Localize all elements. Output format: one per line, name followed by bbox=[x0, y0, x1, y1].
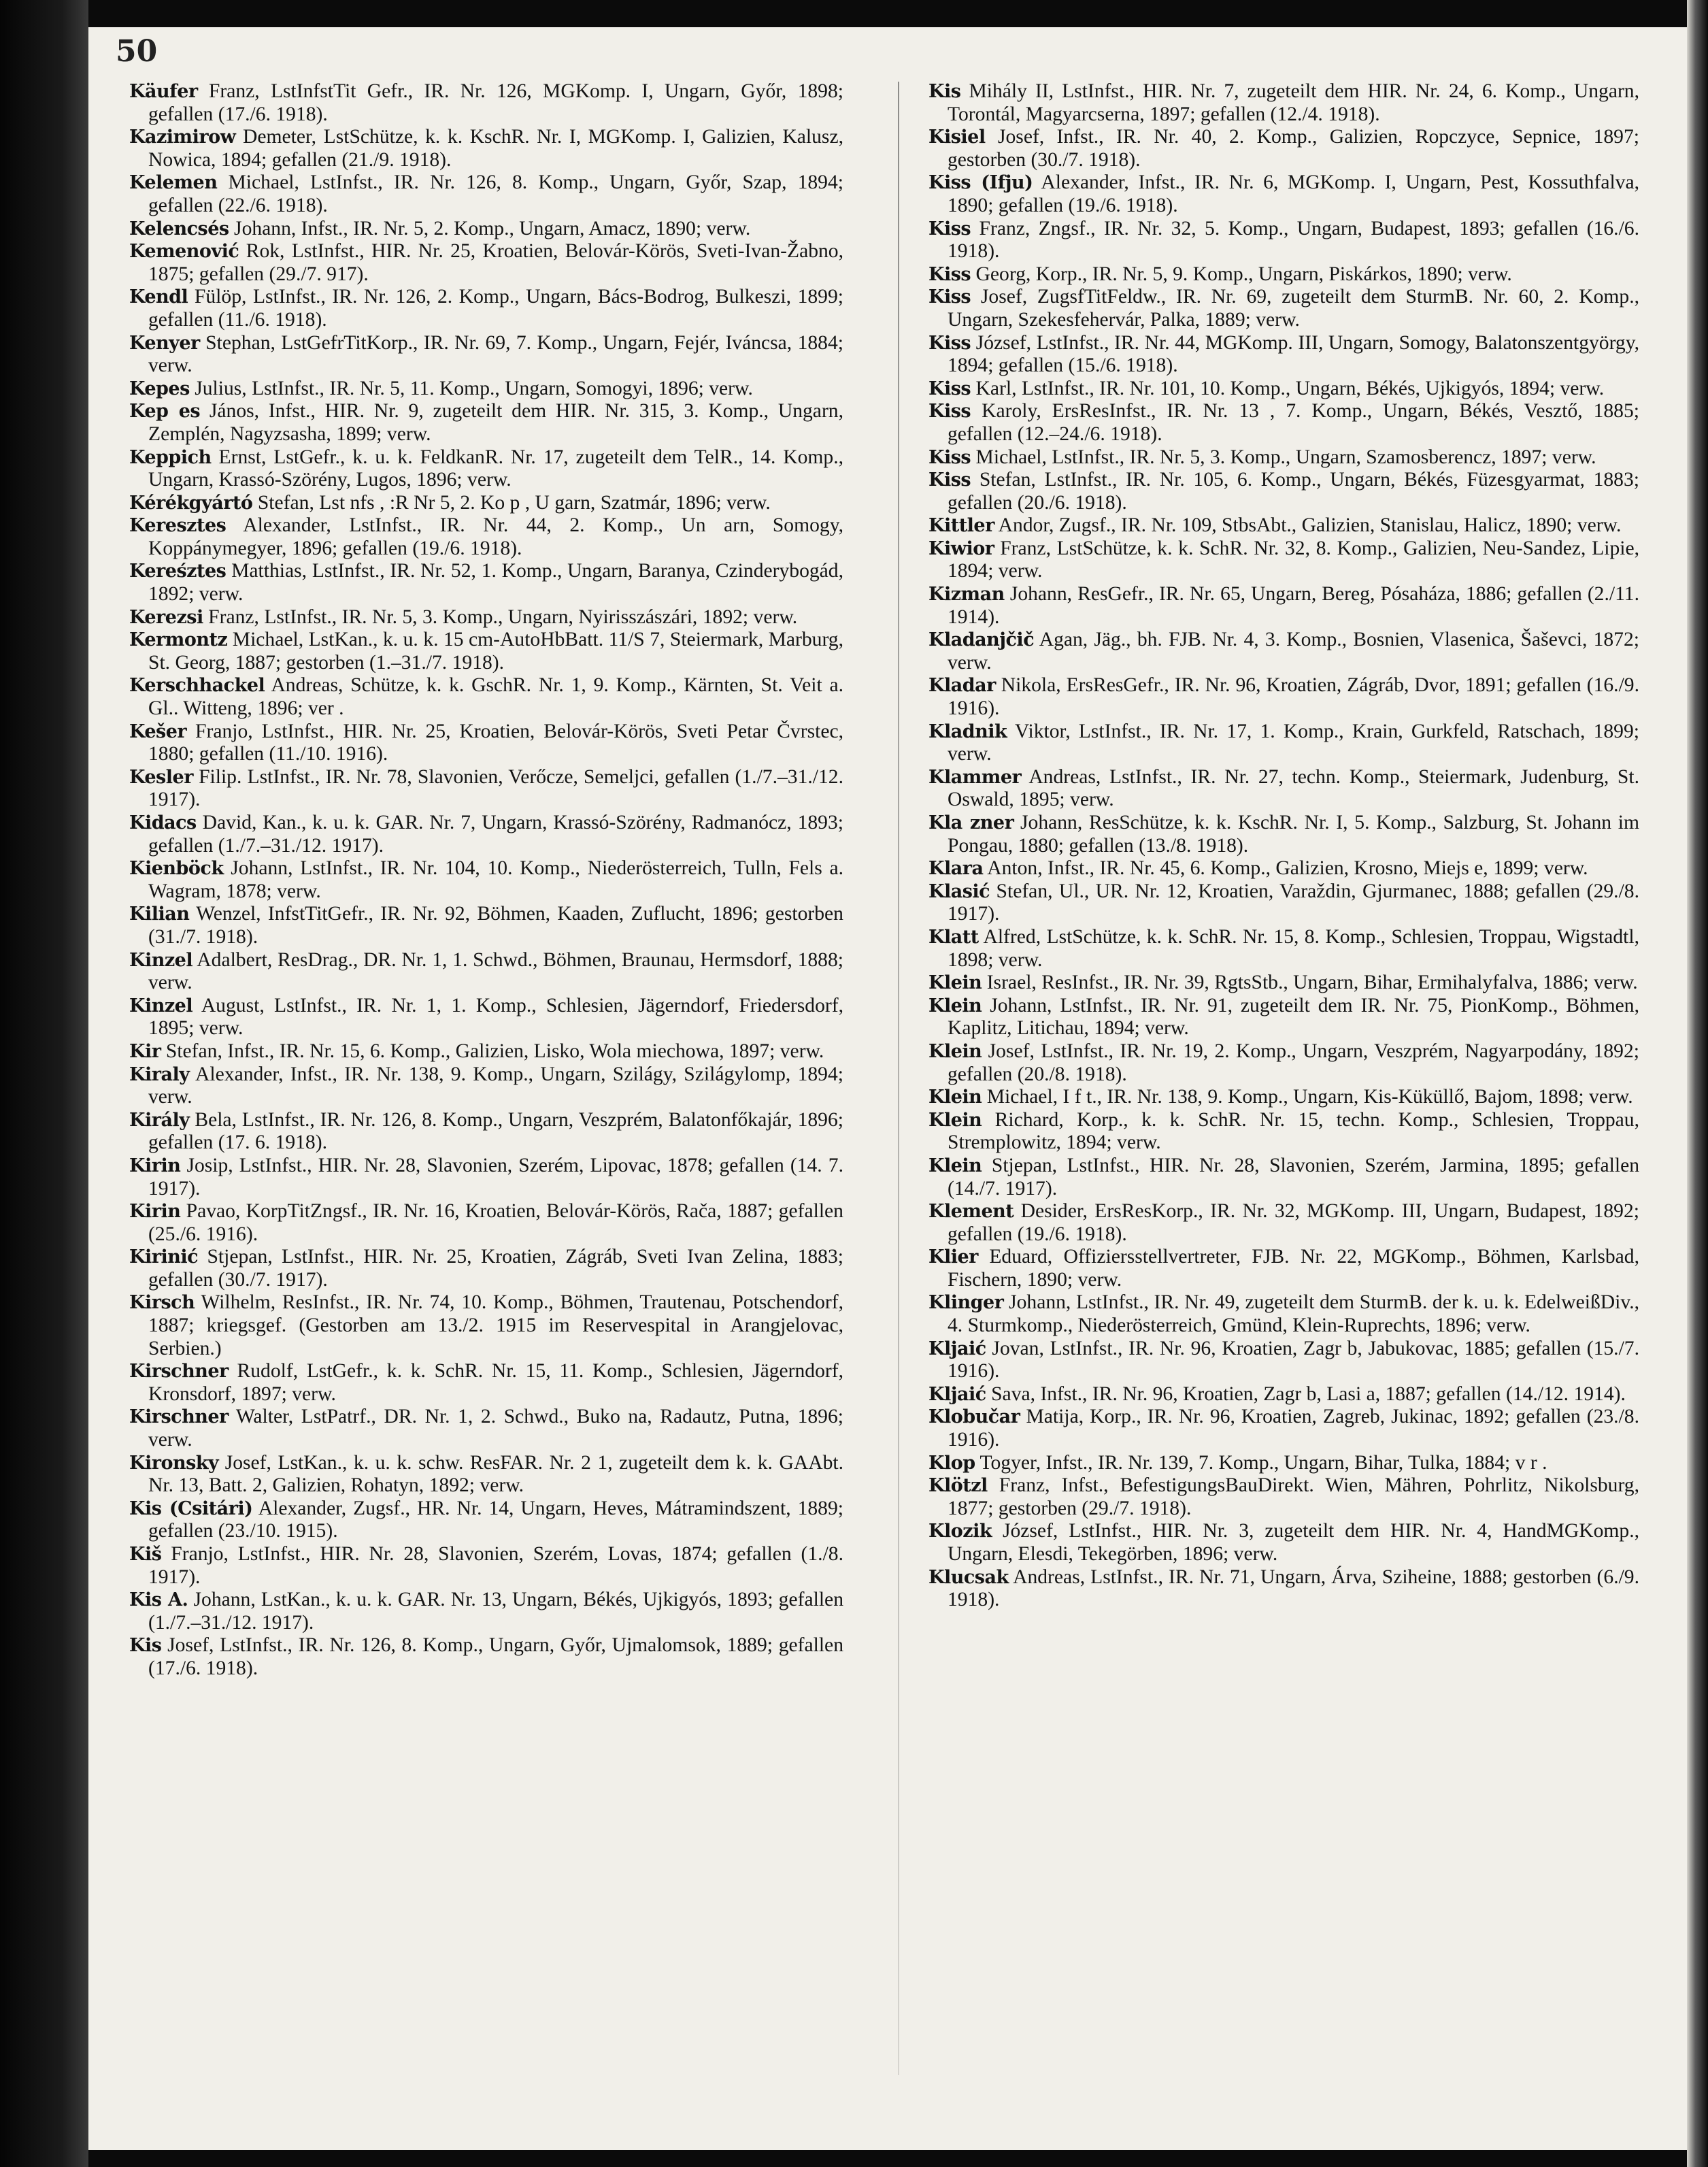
entry-details: Alexander, Infst., IR. Nr. 6, MGKomp. I, Ungarn, Pest, Kossuthfalva, 1890; gefallen (19./6. 1918). bbox=[948, 171, 1640, 216]
entry-surname: Kelencsés bbox=[129, 218, 229, 239]
register-entry bbox=[129, 560, 843, 606]
entry-surname: Klasić bbox=[928, 880, 990, 902]
entry-details: Franz, LstSchütze, k. k. SchR. Nr. 32, 8. Komp., Galizien, Neu-Sandez, Lipie, 1894; verw. bbox=[948, 537, 1639, 582]
entry-surname: Klozik bbox=[928, 1521, 992, 1542]
entry-details: Michael, LstKan., k. u. k. 15 cm-AutoHbBatt. 11/S 7, Steiermark, Marburg, St. Georg, 1887; gestorben (1.–31./7. 1918). bbox=[148, 629, 843, 674]
entry-details: Julius, LstInfst., IR. Nr. 5, 11. Komp., Ungarn, Somogyi, 1896; verw. bbox=[195, 377, 753, 399]
entry-surname: Kienböck bbox=[129, 858, 224, 880]
entry-surname: Kešer bbox=[129, 721, 187, 742]
register-entry bbox=[129, 606, 843, 629]
register-entry bbox=[928, 1520, 1639, 1566]
register-entry bbox=[928, 469, 1639, 514]
entry-details: Josef, Infst., IR. Nr. 40, 2. Komp., Galizien, Ropczyce, Sepnice, 1897; gestorben (30./7. 1918). bbox=[948, 126, 1639, 171]
register-entry bbox=[129, 400, 843, 446]
register-entry bbox=[928, 446, 1639, 469]
entry-details: Matthias, LstInfst., IR. Nr. 52, 1. Komp., Ungarn, Baranya, Czinderybogád, 1892; verw. bbox=[148, 560, 844, 606]
entry-details: János, Infst., HIR. Nr. 9, zugeteilt dem HIR. Nr. 315, 3. Komp., Ungarn, Zemplén, Nagyzsasha, 1899; verw. bbox=[148, 400, 843, 445]
entry-details: Josef, LstInfst., IR. Nr. 126, 8. Komp., Ungarn, Győr, Ujmalomsok, 1889; gefallen (17./6. 1918). bbox=[148, 1634, 843, 1679]
entry-details: Josef, LstInfst., IR. Nr. 19, 2. Komp., Ungarn, Veszprém, Nagyarpodány, 1892; gefallen (20./8. 1918). bbox=[948, 1040, 1639, 1085]
register-entry bbox=[928, 332, 1639, 378]
entry-details: Johann, LstInfst., IR. Nr. 49, zugeteilt dem SturmB. der k. u. k. EdelweißDiv., 4. Sturmkomp., Niederösterreich, Gmünd, Klein-Ruprechts, 1896; verw. bbox=[948, 1291, 1640, 1337]
entry-surname: Käufer bbox=[129, 81, 198, 102]
entry-details: Sava, Infst., IR. Nr. 96, Kroatien, Zagr b, Lasi a, 1887; gefallen (14./12. 1914). bbox=[991, 1383, 1626, 1405]
register-entry bbox=[129, 1452, 843, 1498]
register-entry bbox=[928, 812, 1639, 857]
entry-surname: Kenyer bbox=[129, 332, 200, 354]
entry-surname: Kisiel bbox=[928, 127, 986, 148]
entry-surname: Kis A. bbox=[129, 1589, 188, 1611]
entry-details: Nikola, ErsResGefr., IR. Nr. 96, Kroatien, Zágráb, Dvor, 1891; gefallen (16./9. 1916). bbox=[948, 674, 1639, 720]
register-entry bbox=[129, 903, 843, 948]
entry-surname: Kep es bbox=[129, 401, 201, 423]
entry-details: Viktor, LstInfst., IR. Nr. 17, 1. Komp., Krain, Gurkfeld, Ratschach, 1899; verw. bbox=[948, 720, 1639, 765]
register-entry bbox=[928, 1406, 1639, 1451]
entry-surname: Kiss bbox=[928, 218, 971, 239]
entry-details: August, LstInfst., IR. Nr. 1, 1. Komp., Schlesien, Jägerndorf, Friedersdorf, 1895; verw. bbox=[148, 994, 843, 1040]
entry-details: Adalbert, ResDrag., DR. Nr. 1, 1. Schwd., Böhmen, Braunau, Hermsdorf, 1888; verw. bbox=[148, 948, 844, 994]
entry-details: Stjepan, LstInfst., HIR. Nr. 25, Kroatien, Zágráb, Sveti Ivan Zelina, 1883; gefallen (30./7. 1917). bbox=[148, 1246, 843, 1291]
register-entry bbox=[129, 332, 843, 378]
entry-surname: Kiss bbox=[928, 401, 971, 423]
register-entry bbox=[129, 1498, 843, 1543]
entry-surname: Kljaić bbox=[928, 1383, 986, 1405]
entry-surname: Kerschhackel bbox=[129, 675, 265, 697]
entry-surname: Kelemen bbox=[129, 172, 218, 194]
entry-details: Georg, Korp., IR. Nr. 5, 9. Komp., Ungarn, Piskárkos, 1890; verw. bbox=[975, 263, 1512, 285]
entry-details: Stefan, LstInfst., IR. Nr. 105, 6. Komp., Ungarn, Békés, Füzesgyarmat, 1883; gefallen (20./6. 1918). bbox=[948, 469, 1640, 514]
entry-details: Andor, Zugsf., IR. Nr. 109, StbsAbt., Galizien, Stanislau, Halicz, 1890; verw. bbox=[998, 514, 1622, 537]
entry-surname: Kermontz bbox=[129, 629, 228, 651]
entry-details: Wenzel, InfstTitGefr., IR. Nr. 92, Böhmen, Kaaden, Zuflucht, 1896; gestorben (31./7. 1918). bbox=[148, 903, 843, 948]
register-entry bbox=[928, 629, 1639, 674]
scan-edge-right bbox=[1687, 0, 1708, 2167]
entry-details: Andreas, LstInfst., IR. Nr. 27, techn. Komp., Steiermark, Judenburg, St. Oswald, 1895; verw. bbox=[948, 765, 1639, 811]
entry-details: Johann, LstKan., k. u. k. GAR. Nr. 13, Ungarn, Békés, Ujkigyós, 1893; gefallen (1./7.–31./12. 1917). bbox=[148, 1589, 843, 1634]
left-column bbox=[129, 80, 843, 1681]
entry-surname: Király bbox=[129, 1109, 190, 1131]
entry-surname: Kirin bbox=[129, 1155, 181, 1176]
entry-details: Alexander, LstInfst., IR. Nr. 44, 2. Komp., Un arn, Somogy, Koppánymegyer, 1896; gefallen (19./6. 1918). bbox=[148, 514, 843, 559]
entry-surname: Kiss bbox=[928, 469, 971, 491]
entry-details: Johann, Infst., IR. Nr. 5, 2. Komp., Ungarn, Amacz, 1890; verw. bbox=[234, 217, 751, 239]
entry-details: Alexander, Infst., IR. Nr. 138, 9. Komp., Ungarn, Szilágy, Szilágylomp, 1894; verw. bbox=[148, 1063, 843, 1108]
entry-details: Franz, LstInfst., IR. Nr. 5, 3. Komp., Ungarn, Nyirisszászári, 1892; verw. bbox=[208, 606, 798, 628]
entry-surname: Klier bbox=[928, 1246, 978, 1268]
register-entry bbox=[129, 514, 843, 560]
entry-details: Walter, LstPatrf., DR. Nr. 1, 2. Schwd., Buko na, Radautz, Putna, 1896; verw. bbox=[148, 1406, 843, 1451]
register-entry bbox=[928, 1040, 1639, 1086]
register-entry bbox=[928, 1291, 1639, 1337]
register-entry bbox=[129, 446, 843, 492]
register-entry bbox=[129, 378, 843, 401]
register-entry bbox=[928, 1452, 1639, 1475]
entry-details: Demeter, LstSchütze, k. k. KschR. Nr. I, MGKomp. I, Galizien, Kalusz, Nowica, 1894; gefallen (21./9. 1918). bbox=[148, 126, 843, 171]
entry-details: Josip, LstInfst., HIR. Nr. 28, Slavonien, Szerém, Lipovac, 1878; gefallen (14. 7. 1917). bbox=[148, 1154, 843, 1200]
register-entry bbox=[129, 1543, 843, 1589]
entry-details: Michael, I f t., IR. Nr. 138, 9. Komp., Ungarn, Kis-Küküllő, Bajom, 1898; verw. bbox=[986, 1086, 1633, 1108]
register-entry bbox=[928, 400, 1639, 446]
entry-details: Michael, LstInfst., IR. Nr. 5, 3. Komp., Ungarn, Szamosberencz, 1897; verw. bbox=[975, 446, 1596, 468]
entry-details: Israel, ResInfst., IR. Nr. 39, RgtsStb., Ungarn, Bihar, Ermihalyfalva, 1886; verw. bbox=[986, 972, 1638, 994]
entry-details: Pavao, KorpTitZngsf., IR. Nr. 16, Kroatien, Belovár-Körös, Rača, 1887; gefallen (25./6. 1916). bbox=[148, 1200, 843, 1245]
entry-surname: Klucsak bbox=[928, 1566, 1009, 1588]
entry-surname: Klinger bbox=[928, 1292, 1004, 1314]
register-entry bbox=[129, 721, 843, 766]
entry-details: Franjo, LstInfst., HIR. Nr. 25, Kroatien, Belovár-Körös, Sveti Petar Čvrstec, 1880; gefallen (11./10. 1916). bbox=[148, 720, 843, 765]
entry-details: Rudolf, LstGefr., k. k. SchR. Nr. 15, 11. Komp., Schlesien, Jägerndorf, Kronsdorf, 1897; verw. bbox=[148, 1360, 843, 1405]
entry-details: Stefan, Infst., IR. Nr. 15, 6. Komp., Galizien, Lisko, Wola miechowa, 1897; verw. bbox=[165, 1040, 824, 1062]
entry-surname: Kiss (Ifju) bbox=[928, 172, 1033, 194]
entry-surname: Kérékgyártó bbox=[129, 492, 253, 514]
entry-surname: Kizman bbox=[928, 584, 1005, 606]
entry-details: Agan, Jäg., bh. FJB. Nr. 4, 3. Komp., Bosnien, Vlasenica, Šaševci, 1872; verw. bbox=[948, 629, 1639, 674]
page-number: 50 bbox=[116, 34, 158, 69]
entry-surname: Kironsky bbox=[129, 1452, 219, 1474]
entry-surname: Kiss bbox=[928, 446, 971, 468]
entry-surname: Klötzl bbox=[928, 1475, 988, 1497]
register-entry bbox=[928, 1383, 1639, 1406]
entry-details: Andreas, Schütze, k. k. GschR. Nr. 1, 9. Komp., Kärnten, St. Veit a. Gl.. Witteng, 1896; ver . bbox=[148, 674, 844, 720]
entry-details: Rok, LstInfst., HIR. Nr. 25, Kroatien, Belovár-Körös, Sveti-Ivan-Žabno, 1875; gefallen (29./7. 917). bbox=[148, 240, 843, 285]
entry-details: Michael, LstInfst., IR. Nr. 126, 8. Komp., Ungarn, Győr, Szap, 1894; gefallen (22./6. 1918). bbox=[148, 171, 843, 216]
register-entry bbox=[928, 583, 1639, 629]
entry-details: József, LstInfst., HIR. Nr. 3, zugeteilt dem HIR. Nr. 4, HandMGKomp., Ungarn, Elesdi, Tekegörben, 1896; verw. bbox=[948, 1520, 1639, 1565]
register-entry bbox=[129, 1291, 843, 1360]
entry-surname: Kis bbox=[928, 81, 961, 102]
register-entry bbox=[129, 240, 843, 286]
entry-details: Franz, LstInfstTit Gefr., IR. Nr. 126, MGKomp. I, Ungarn, Győr, 1898; gefallen (17./6. 1918). bbox=[148, 80, 844, 125]
register-entry bbox=[129, 1589, 843, 1634]
register-entry bbox=[129, 949, 843, 995]
entry-surname: Kemenović bbox=[129, 241, 239, 263]
entry-details: Stephan, LstGefrTitKorp., IR. Nr. 69, 7. Komp., Ungarn, Fejér, Iváncsa, 1884; verw. bbox=[148, 331, 843, 377]
register-entry bbox=[129, 1406, 843, 1451]
register-entry bbox=[129, 1246, 843, 1291]
entry-details: Desider, ErsResKorp., IR. Nr. 32, MGKomp. III, Ungarn, Budapest, 1892; gefallen (19./6. 1918). bbox=[948, 1200, 1639, 1245]
register-entry bbox=[928, 378, 1639, 401]
entry-surname: Kis bbox=[129, 1635, 162, 1657]
register-entry bbox=[129, 1109, 843, 1155]
register-entry bbox=[129, 492, 843, 515]
entry-details: Wilhelm, ResInfst., IR. Nr. 74, 10. Komp., Böhmen, Trautenau, Potschendorf, 1887; kriegsgef. (Gestorben am 13./2. 1915 im Reservespital in Arangjelovac, Serbien.) bbox=[148, 1291, 843, 1359]
entry-surname: Kiš bbox=[129, 1544, 162, 1565]
register-entry bbox=[129, 286, 843, 331]
register-entry bbox=[129, 812, 843, 857]
entry-details: József, LstInfst., IR. Nr. 44, MGKomp. III, Ungarn, Somogy, Balatonszentgyörgy, 1894; gefallen (15./6. 1918). bbox=[948, 331, 1639, 377]
entry-details: Franz, Infst., BefestigungsBauDirekt. Wien, Mähren, Pohrlitz, Nikolsburg, 1877; gestorben (29./7. 1918). bbox=[948, 1474, 1639, 1519]
register-entry bbox=[928, 1200, 1639, 1246]
register-entry bbox=[928, 721, 1639, 766]
entry-details: Stefan, Lst nfs , :R Nr 5, 2. Ko p , U garn, Szatmár, 1896; verw. bbox=[257, 491, 771, 514]
entry-surname: Kiss bbox=[928, 332, 971, 354]
register-entry bbox=[928, 880, 1639, 926]
entry-surname: Kla zner bbox=[928, 812, 1014, 833]
entry-details: Ernst, LstGefr., k. u. k. FeldkanR. Nr. 17, zugeteilt dem TelR., 14. Komp., Ungarn, Krassó-Szörény, Lugos, 1896; verw. bbox=[148, 446, 843, 491]
entry-surname: Kljaić bbox=[928, 1338, 986, 1359]
register-entry bbox=[928, 1246, 1639, 1291]
column-divider bbox=[898, 82, 899, 2075]
entry-surname: Klatt bbox=[928, 926, 979, 948]
register-entry bbox=[928, 263, 1639, 286]
register-entry bbox=[129, 766, 843, 812]
entry-surname: Klement bbox=[928, 1201, 1014, 1223]
entry-surname: Klein bbox=[928, 1155, 982, 1176]
entry-surname: Kirsch bbox=[129, 1292, 195, 1314]
entry-surname: Kladar bbox=[928, 675, 996, 697]
register-entry bbox=[129, 995, 843, 1040]
register-entry bbox=[928, 537, 1639, 583]
entry-surname: Kidacs bbox=[129, 812, 197, 833]
register-entry bbox=[129, 857, 843, 903]
entry-details: Jovan, LstInfst., IR. Nr. 96, Kroatien, Zagr b, Jabukovac, 1885; gefallen (15./7. 1916). bbox=[948, 1337, 1639, 1383]
entry-surname: Kepes bbox=[129, 378, 190, 399]
entry-details: Matija, Korp., IR. Nr. 96, Kroatien, Zagreb, Jukinac, 1892; gefallen (23./8. 1916). bbox=[948, 1406, 1639, 1451]
register-entry bbox=[928, 1155, 1639, 1200]
entry-surname: Kirinić bbox=[129, 1246, 199, 1268]
right-column bbox=[928, 80, 1639, 1612]
entry-surname: Kiwior bbox=[928, 537, 994, 559]
register-entry bbox=[129, 80, 843, 126]
entry-surname: Kinzel bbox=[129, 995, 193, 1016]
entry-surname: Kladnik bbox=[928, 721, 1007, 742]
entry-details: Bela, LstInfst., IR. Nr. 126, 8. Komp., Ungarn, Veszprém, Balatonfőkajár, 1896; gefallen (17. 6. 1918). bbox=[148, 1108, 843, 1154]
entry-details: Alfred, LstSchütze, k. k. SchR. Nr. 15, 8. Komp., Schlesien, Troppau, Wigstadtl, 1898; verw. bbox=[948, 925, 1639, 971]
entry-surname: Kladanjčič bbox=[928, 629, 1035, 651]
entry-details: Filip. LstInfst., IR. Nr. 78, Slavonien, Verőcze, Semeljci, gefallen (1./7.–31./12. 1917). bbox=[148, 765, 843, 811]
entry-surname: Kirschner bbox=[129, 1361, 229, 1383]
entry-details: Richard, Korp., k. k. SchR. Nr. 15, techn. Komp., Schlesien, Troppau, Stremplowitz, 1894; verw. bbox=[948, 1108, 1639, 1154]
entry-surname: Klobučar bbox=[928, 1406, 1020, 1428]
entry-details: Josef, LstKan., k. u. k. schw. ResFAR. Nr. 2 1, zugeteilt dem k. k. GAAbt. Nr. 13, Batt. 2, Galizien, Rohatyn, 1892; verw. bbox=[148, 1451, 843, 1497]
register-entry bbox=[129, 1634, 843, 1680]
entry-surname: Kittler bbox=[928, 515, 994, 537]
entry-details: Johann, ResSchütze, k. k. KschR. Nr. I, 5. Komp., Salzburg, St. Johann im Pongau, 1880; gefallen (13./8. 1918). bbox=[948, 812, 1640, 857]
entry-details: Mihály II, LstInfst., HIR. Nr. 7, zugeteilt dem HIR. Nr. 24, 6. Komp., Ungarn, Torontál, Magyarcserna, 1897; gefallen (12./4. 1918). bbox=[948, 80, 1640, 125]
register-entry bbox=[129, 1200, 843, 1246]
entry-details: Togyer, Infst., IR. Nr. 139, 7. Komp., Ungarn, Bihar, Tulka, 1884; v r . bbox=[979, 1451, 1547, 1474]
entry-details: Anton, Infst., IR. Nr. 45, 6. Komp., Galizien, Krosno, Miejs e, 1899; verw. bbox=[987, 857, 1588, 880]
register-entry bbox=[928, 926, 1639, 972]
register-entry bbox=[129, 629, 843, 674]
entry-surname: Kiss bbox=[928, 286, 971, 308]
register-entry bbox=[928, 218, 1639, 263]
register-entry bbox=[928, 1338, 1639, 1383]
entry-details: Eduard, Offiziersstellvertreter, FJB. Nr. 22, MGKomp., Böhmen, Karlsbad, Fischern, 1890; verw. bbox=[948, 1246, 1639, 1291]
register-entry bbox=[928, 674, 1639, 720]
entry-details: Stefan, Ul., UR. Nr. 12, Kroatien, Varaždin, Gjurmanec, 1888; gefallen (29./8. 1917). bbox=[948, 880, 1640, 925]
entry-surname: Keresztes bbox=[129, 515, 227, 537]
register-entry bbox=[129, 674, 843, 720]
register-entry bbox=[129, 1040, 843, 1063]
entry-details: Johann, LstInfst., IR. Nr. 104, 10. Komp., Niederösterreich, Tulln, Fels a. Wagram, 1878; verw. bbox=[148, 857, 843, 902]
entry-details: Josef, ZugsfTitFeldw., IR. Nr. 69, zugeteilt dem SturmB. Nr. 60, 2. Komp., Ungarn, Szekesfehervár, Palka, 1889; verw. bbox=[948, 286, 1639, 331]
entry-surname: Klein bbox=[928, 972, 982, 994]
entry-details: Alexander, Zugsf., HR. Nr. 14, Ungarn, Heves, Mátramindszent, 1889; gefallen (23./10. 1915). bbox=[148, 1497, 843, 1542]
entry-surname: Kis (Csitári) bbox=[129, 1498, 253, 1519]
register-entry bbox=[928, 1109, 1639, 1155]
register-entry bbox=[928, 514, 1639, 537]
entry-surname: Klein bbox=[928, 1087, 982, 1108]
entry-surname: Kesler bbox=[129, 766, 193, 788]
register-entry bbox=[928, 857, 1639, 880]
entry-details: Franz, Zngsf., IR. Nr. 32, 5. Komp., Ungarn, Budapest, 1893; gefallen (16./6. 1918). bbox=[948, 217, 1639, 263]
entry-details: David, Kan., k. u. k. GAR. Nr. 7, Ungarn, Krassó-Szörény, Radmanócz, 1893; gefallen (1./7.–31./12. 1917). bbox=[148, 812, 843, 857]
entry-details: Karoly, ErsResInfst., IR. Nr. 13 , 7. Komp., Ungarn, Békés, Vesztő, 1885; gefallen (12.–24./6. 1918). bbox=[948, 400, 1639, 445]
entry-surname: Kir bbox=[129, 1040, 161, 1062]
register-entry bbox=[129, 1155, 843, 1200]
entry-surname: Kiss bbox=[928, 263, 971, 285]
entry-details: Karl, LstInfst., IR. Nr. 101, 10. Komp., Ungarn, Békés, Ujkigyós, 1894; verw. bbox=[975, 377, 1605, 399]
register-entry bbox=[928, 126, 1639, 171]
entry-surname: Klara bbox=[928, 858, 984, 880]
entry-surname: Kiraly bbox=[129, 1063, 190, 1085]
entry-surname: Kerezsi bbox=[129, 606, 203, 628]
register-entry bbox=[928, 766, 1639, 812]
entry-surname: Keppich bbox=[129, 446, 212, 468]
register-entry bbox=[928, 80, 1639, 126]
entry-surname: Klammer bbox=[928, 766, 1022, 788]
entry-details: Fülöp, LstInfst., IR. Nr. 126, 2. Komp., Ungarn, Bács-Bodrog, Bulkeszi, 1899; gefallen (11./6. 1918). bbox=[148, 286, 843, 331]
register-entry bbox=[928, 1474, 1639, 1520]
entry-details: Andreas, LstInfst., IR. Nr. 71, Ungarn, Árva, Sziheine, 1888; gestorben (6./9. 1918). bbox=[948, 1566, 1640, 1611]
entry-surname: Klein bbox=[928, 995, 982, 1016]
entry-surname: Klop bbox=[928, 1452, 975, 1474]
entry-surname: Kinzel bbox=[129, 949, 193, 971]
entry-surname: Kazimirow bbox=[129, 127, 236, 148]
entry-surname: Kilian bbox=[129, 904, 190, 925]
entry-details: Johann, LstInfst., IR. Nr. 91, zugeteilt dem IR. Nr. 75, PionKomp., Böhmen, Kaplitz, Litichau, 1894; verw. bbox=[948, 994, 1639, 1040]
register-entry bbox=[129, 126, 843, 171]
entry-surname: Klein bbox=[928, 1109, 982, 1131]
entry-surname: Kirin bbox=[129, 1201, 181, 1223]
entry-details: Johann, ResGefr., IR. Nr. 65, Ungarn, Bereg, Pósaháza, 1886; gefallen (2./11. 1914). bbox=[948, 583, 1639, 628]
register-entry bbox=[928, 171, 1639, 217]
register-entry bbox=[928, 995, 1639, 1040]
register-entry bbox=[928, 972, 1639, 995]
entry-surname: Kirschner bbox=[129, 1406, 229, 1428]
entry-details: Franjo, LstInfst., HIR. Nr. 28, Slavonien, Szerém, Lovas, 1874; gefallen (1./8. 1917). bbox=[148, 1543, 843, 1588]
register-entry bbox=[129, 218, 843, 241]
entry-surname: Kereśztes bbox=[129, 561, 227, 582]
register-entry bbox=[928, 1086, 1639, 1109]
register-entry bbox=[129, 171, 843, 217]
register-entry bbox=[928, 1566, 1639, 1612]
register-entry bbox=[129, 1360, 843, 1406]
entry-details: Stjepan, LstInfst., HIR. Nr. 28, Slavonien, Szerém, Jarmina, 1895; gefallen (14./7. 1917). bbox=[948, 1154, 1640, 1200]
entry-surname: Klein bbox=[928, 1040, 982, 1062]
register-entry bbox=[129, 1063, 843, 1109]
entry-surname: Kendl bbox=[129, 286, 188, 308]
register-entry bbox=[928, 286, 1639, 331]
entry-surname: Kiss bbox=[928, 378, 971, 399]
scan-edge-left bbox=[0, 0, 88, 2167]
